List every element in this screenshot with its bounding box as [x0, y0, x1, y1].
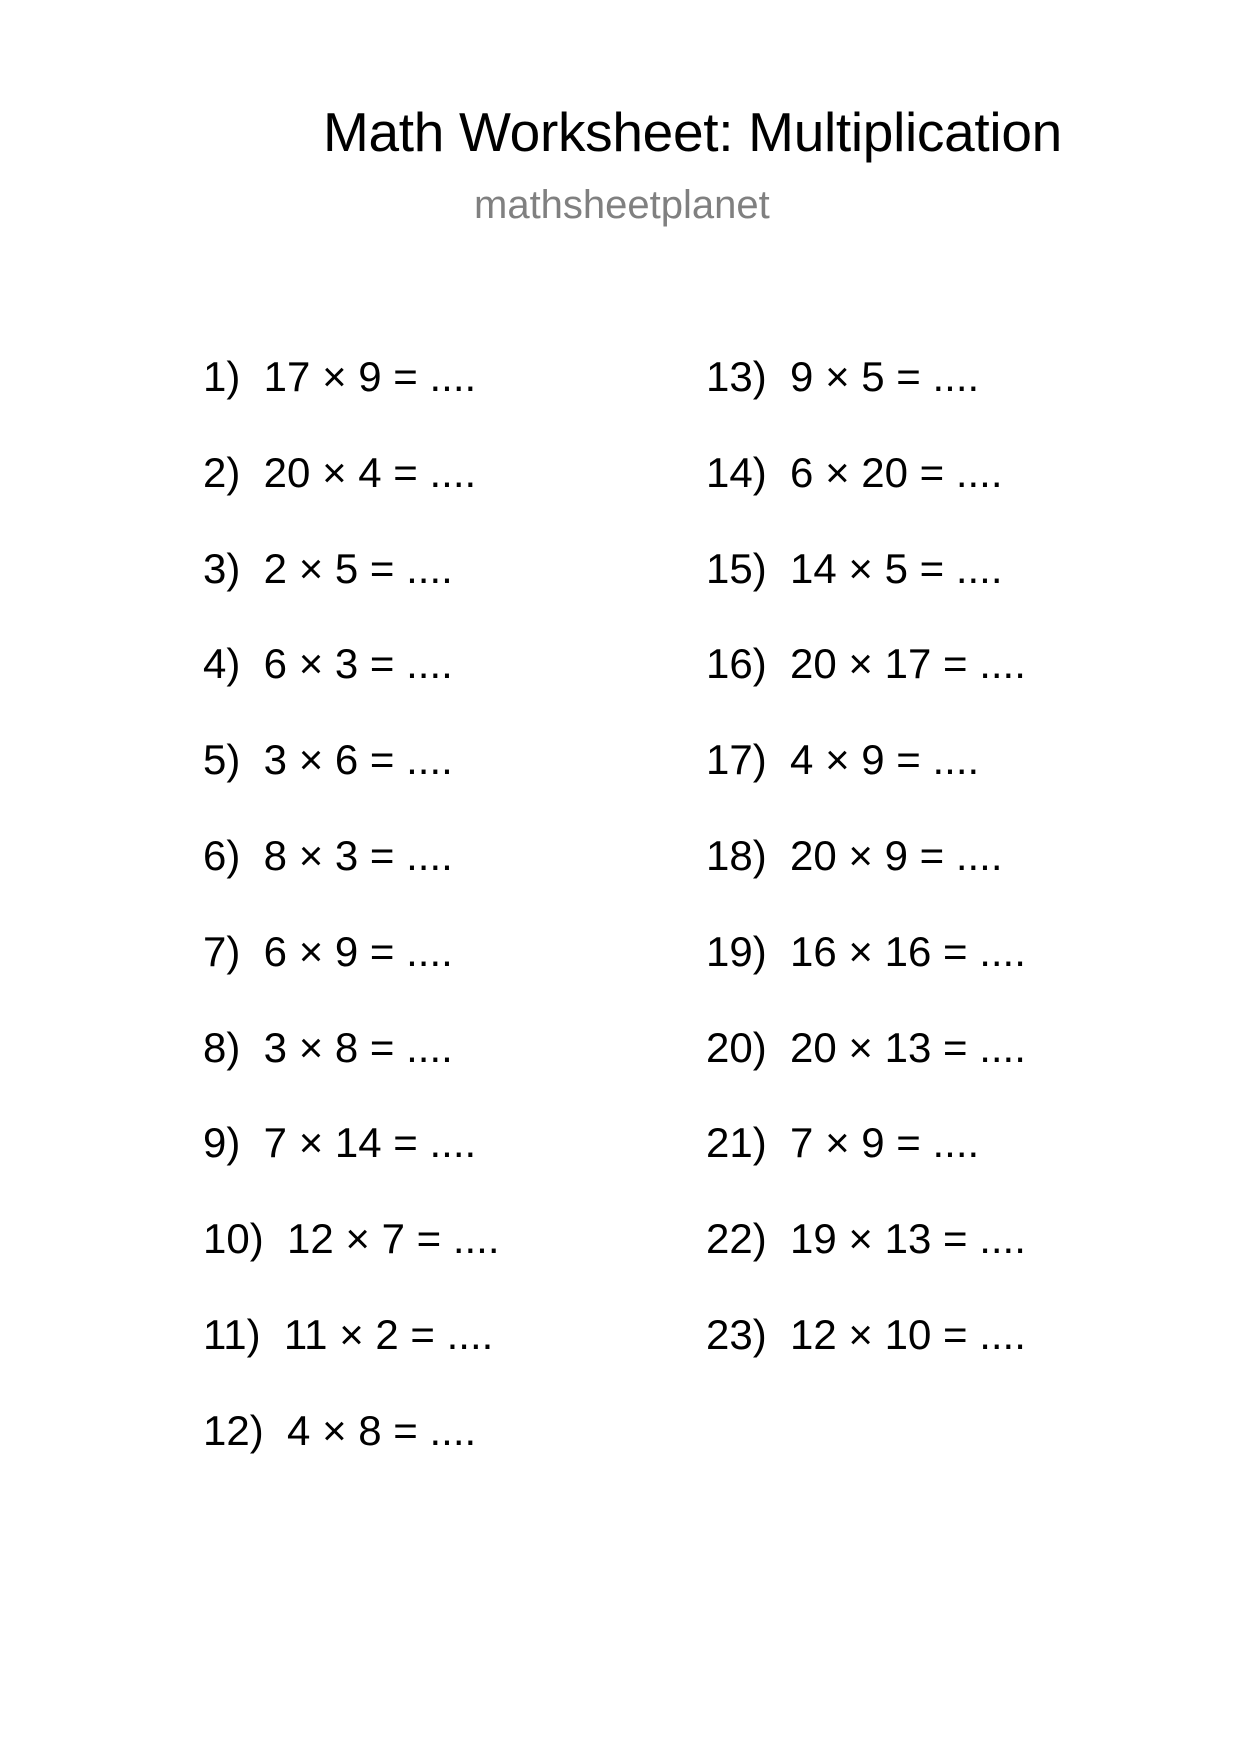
problem-item: 21) 7 × 9 = .... [706, 1119, 980, 1167]
problem-item: 20) 20 × 13 = .... [706, 1023, 1026, 1071]
site-name: mathsheetplanet [474, 183, 770, 227]
problem-item: 8) 3 × 8 = .... [203, 1023, 453, 1071]
problem-item: 18) 20 × 9 = .... [706, 831, 1003, 879]
problem-item: 9) 7 × 14 = .... [203, 1119, 477, 1167]
problem-item: 6) 8 × 3 = .... [203, 831, 453, 879]
problem-item: 2) 20 × 4 = .... [203, 448, 477, 496]
problem-item: 14) 6 × 20 = .... [706, 448, 1003, 496]
worksheet-title: Math Worksheet: Multiplication [323, 101, 1062, 163]
problem-item: 17) 4 × 9 = .... [706, 736, 980, 784]
problem-item: 13) 9 × 5 = .... [706, 353, 980, 400]
problem-item: 1) 17 × 9 = .... [203, 353, 477, 400]
problem-item: 11) 11 × 2 = .... [203, 1310, 494, 1358]
problem-item: 7) 6 × 9 = .... [203, 927, 453, 975]
problem-item: 3) 2 × 5 = .... [203, 544, 453, 592]
problem-item: 15) 14 × 5 = .... [706, 544, 1003, 592]
problem-item: 22) 19 × 13 = .... [706, 1215, 1026, 1263]
problems-column-right [706, 352, 1026, 1406]
problem-item: 4) 6 × 3 = .... [203, 640, 453, 688]
problems-column-left [203, 352, 500, 1502]
problem-item: 19) 16 × 16 = .... [706, 927, 1026, 975]
problem-item: 5) 3 × 6 = .... [203, 736, 453, 784]
problem-item: 12) 4 × 8 = .... [203, 1406, 477, 1454]
problem-item: 10) 12 × 7 = .... [203, 1215, 500, 1263]
problem-item: 23) 12 × 10 = .... [706, 1310, 1026, 1358]
problem-item: 16) 20 × 17 = .... [706, 640, 1026, 688]
